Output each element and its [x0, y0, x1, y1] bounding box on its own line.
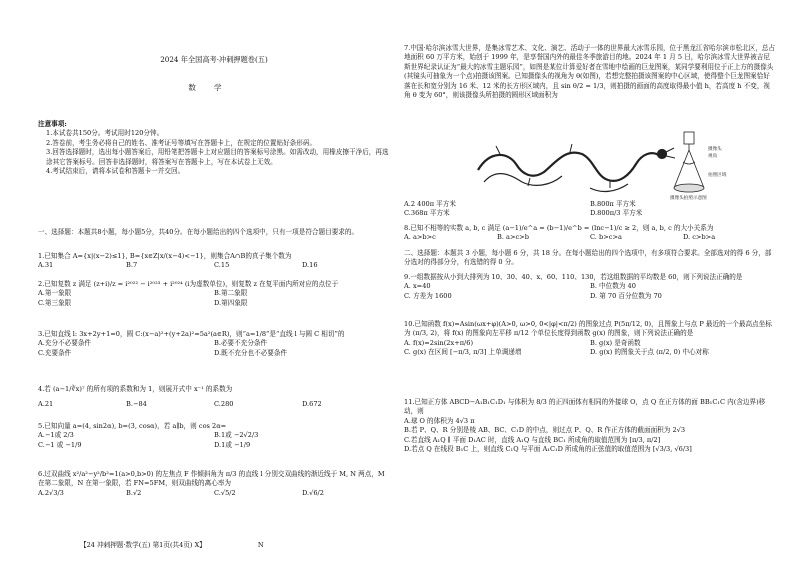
option-c: C.充要条件 — [38, 348, 72, 357]
question-1 — [38, 252, 390, 271]
question-options — [404, 282, 776, 301]
option-d: D.第四象限 — [214, 298, 248, 307]
question-options — [38, 489, 390, 498]
option-c: C.15 — [214, 261, 230, 270]
page-footer — [80, 539, 264, 549]
question-7-options — [404, 200, 776, 219]
option-c: C.若直线 A₁Q ∥ 平面 D₁AC 时，直线 A₁Q 与直线 BC₁ 所成角的取值范围为 [π/3, π/2] — [404, 435, 661, 444]
option-a: A. x=40 — [404, 282, 431, 291]
fig-label-camera: 摄像头 — [708, 147, 722, 152]
section1-heading: 一、选择题：本题共8小题，每小题5分，共40分。在每小题给出的四个选项中，只有一项是符合题目要求的。 — [38, 228, 359, 236]
option-a: A.31 — [38, 261, 54, 270]
question-stem: 4.若 (a−1/∛x)⁷ 的所有项的系数和为 1，则展开式中 x⁻¹ 的系数为 — [38, 385, 233, 393]
question-options — [38, 400, 390, 409]
question-4 — [38, 385, 390, 410]
option-d: D.√6/2 — [302, 488, 324, 497]
note-item: 1.本试卷共150分。考试用时120分钟。 — [46, 129, 164, 138]
question-stem: 1.已知集合 A={x|(x−2)≤1}, B={x∈Z|x/(x−4)<−1}，则集合A∩B的真子集个数为 — [38, 252, 292, 260]
question-stem: 2.已知复数 z 满足 (z+i)/z = i²⁰²² − i²⁰²³ + i²⁰²⁴ (i为虚数单位)，则复数 z 在复平面内所对应的点位于 — [38, 280, 339, 288]
question-stem: 5.已知向量 a=(4, sin2α), b=(3, cosα)，若 a∥b，则 cos 2α= — [38, 422, 227, 430]
question-11 — [404, 398, 776, 454]
question-stem: 7.中国·哈尔滨冰雪大世界，是集冰雪艺术、文化、演艺、活动于一体的世界最大冰雪乐园，位于黑龙江省哈尔滨市松北区，总占地面积 60 万平方米，始创于 1999 年，是享誉国内外的最佳冬季旅游目的地。2024 年 1 月 5 日，哈尔滨冰雪大世界被吉尼斯世界纪录认证为“最大的冰雪主题乐园”，如图是某位计算爱好者在雪地中绘画的巨龙图案，某同学要利用位于正上方的摄像头(其镜头可抽象为一个点)拍摄该图案。已知摄像头的视角为 θ(如图)，若想完整拍摄该图案的中心区域，使得整个巨龙图案恰好落在长和宽分别为 16 米、12 米的长方形区域内，且 sin θ/2 = 1/3，则拍摄的画面的高度取得最小值 h，若高度 h 不变，视角 θ 变为 60°，则该摄像头所拍摄的圆形区域面积为 — [404, 44, 776, 100]
question-options — [38, 261, 390, 270]
note-item: 4.考试结束后，请将本试卷和答题卡一并交回。 — [46, 167, 185, 176]
option-a: A.2√3/3 — [38, 488, 64, 497]
footer-text: 【24 冲刺押题·数学(五) 第1页(共4页) X】 — [80, 541, 206, 549]
left-column — [38, 0, 390, 561]
option-a: A.21 — [38, 400, 54, 409]
subject-title: 数学 — [188, 83, 240, 92]
fig-label-angle: 视角 — [708, 154, 718, 159]
question-7 — [404, 44, 776, 100]
option-d: D. 第 70 百分位数为 70 — [590, 291, 662, 300]
option-a: A.2 400π 平方米 — [404, 200, 456, 208]
question-options — [404, 339, 776, 358]
option-b: B. g(x) 是奇函数 — [590, 338, 641, 347]
option-c: C.280 — [214, 400, 234, 409]
option-a: A.第一象限 — [38, 289, 72, 298]
option-c: C.第三象限 — [38, 298, 72, 307]
option-b: B. 中位数为 40 — [590, 282, 636, 291]
option-d: D.16 — [302, 261, 318, 270]
question-stem: 3.已知直线 l: 3x+2y+1=0，圆 C:(x−a)²+(y+2a)²=5a²(a∈R)，则“a=1/8”是“直线 l 与圆 C 相切”的 — [38, 330, 345, 338]
question-8 — [404, 224, 776, 243]
option-d: D.若点 Q 在线段 B₁C 上，则直线 C₁Q 与平面 A₁C₁D 所成角的正弦值的取值范围为 [√3/3, √6/3] — [404, 445, 692, 454]
section2-heading: 二、选择题：本题共 3 小题，每小题 6 分，共 18 分。在每小题给出的四个选项中，有多项符合要求。全部选对的得 6 分，部分选对的得部分分，有选错的得 0 分。 — [404, 249, 772, 267]
fig-caption: 摄像头拍照示意图 — [670, 196, 707, 201]
dragon-camera-figure — [470, 130, 732, 202]
question-2 — [38, 280, 390, 308]
option-d: D. c>b>a — [683, 233, 716, 242]
option-c: C.−1 或 −1/9 — [38, 440, 82, 449]
question-stem: 8.已知不相等的实数 a, b, c 满足 (a−1)/e^a = (b−1)/e^b = (lnc−1)/c ≥ 2，则 a, b, c 的大小关系为 — [404, 224, 714, 232]
question-stem: 9.一组数据按从小到大排列为 10、30、40、x、60、110、130，若这组数据的平均数是 60，则下列说法正确的是 — [404, 273, 743, 281]
fig-label-area: 拍照区域 — [708, 173, 727, 178]
option-b: B.1或 −2√2/3 — [214, 431, 259, 440]
option-c: C. 方差为 1600 — [404, 291, 452, 300]
option-c: C.√5/2 — [214, 488, 236, 497]
question-options — [38, 431, 390, 450]
note-item: 2.答卷前，考生务必将自己的姓名、准考证号等填写在答题卡上，在规定的位置贴好条形码。 — [46, 138, 317, 147]
option-b: B.800π 平方米 — [590, 200, 636, 208]
option-b: B. a>c>b — [497, 233, 529, 242]
exam-title: 2024 年全国高考·冲刺押题卷(五) — [160, 55, 268, 64]
footer-mark: N — [257, 541, 264, 549]
option-d: D.1或 −1/9 — [214, 440, 251, 449]
option-b: B.第二象限 — [214, 289, 248, 298]
option-c: C. b>c>a — [590, 233, 622, 242]
option-a: A.球 O 的体积为 4√3 π — [404, 416, 475, 425]
option-d: D.672 — [302, 400, 322, 409]
notes-block — [38, 120, 390, 176]
question-stem: 6.过双曲线 x²/a²−y²/b²=1(a>0,b>0) 的左焦点 F 作倾斜角为 π/3 的直线 l 分别交双曲线的渐近线于 M, N 两点，M 在第二象限，N 在第一象限，若 FN=5FM，则双曲线的离心率为 — [38, 470, 385, 488]
question-9 — [404, 273, 776, 301]
question-stem: 10.已知函数 f(x)=Asin(ωx+φ)(A>0, ω>0, 0<|φ|<π/2) 的图象过点 P(5π/12, 0)，且图象上与点 P 最近的一个最高点坐标为 (π/3, 2)，将 f(x) 的图象向左平移 π/12 个单位长度得到函数 g(x) 的图象，则下列说法正确的是 — [404, 320, 772, 338]
question-stem: 11.已知正方体 ABCD−A₁B₁C₁D₁ 与体积为 8/3 的正四面体有相同的外接球 O，点 Q 在正方体的面 BB₁C₁C 内(含边界)移动，则 — [404, 398, 766, 416]
note-item: 3.回答选择题时，选出每小题答案后，用铅笔把答题卡上对应题目的答案标号涂黑。如需改动，用橡皮擦干净后，再选涂其它答案标号。回答非选择题时，将答案写在答题卡上，写在本试卷上无效。 — [46, 148, 389, 166]
option-a: A.−1或 2/3 — [38, 431, 74, 440]
option-b: B.√2 — [126, 488, 142, 497]
dragon-image — [478, 144, 675, 191]
option-d: D. g(x) 的图象关于点 (π/2, 0) 中心对称 — [590, 348, 709, 357]
right-column — [404, 0, 776, 561]
option-b: B.7 — [126, 261, 138, 270]
question-options — [38, 289, 390, 308]
option-c: C.368π 平方米 — [404, 209, 450, 218]
question-10 — [404, 320, 776, 358]
option-d: D.800π/3 平方米 — [590, 209, 643, 218]
question-options — [404, 233, 776, 242]
camera-diagram — [674, 132, 704, 192]
option-a: A. a>b>c — [404, 233, 436, 242]
option-a: A.充分不必要条件 — [38, 339, 92, 348]
option-a: A. f(x)=2sin(2x+π/6) — [404, 338, 474, 347]
question-options — [404, 200, 776, 219]
question-5 — [38, 422, 390, 450]
notes-heading: 注意事项: — [38, 120, 67, 128]
option-b: B.若 P、Q、R 分别是棱 AB、BC、C₁D 的中点，则过点 P、Q、R 作正方体的截面面积为 2√3 — [404, 426, 686, 435]
option-b: B.必要不充分条件 — [214, 339, 268, 348]
option-b: B.−84 — [126, 400, 147, 409]
option-d: D.既不充分也不必要条件 — [214, 348, 288, 357]
question-options — [38, 339, 390, 358]
question-6 — [38, 470, 390, 498]
option-c: C. g(x) 在区间 [−π/3, π/3] 上单调递增 — [404, 348, 522, 357]
question-3 — [38, 330, 390, 358]
